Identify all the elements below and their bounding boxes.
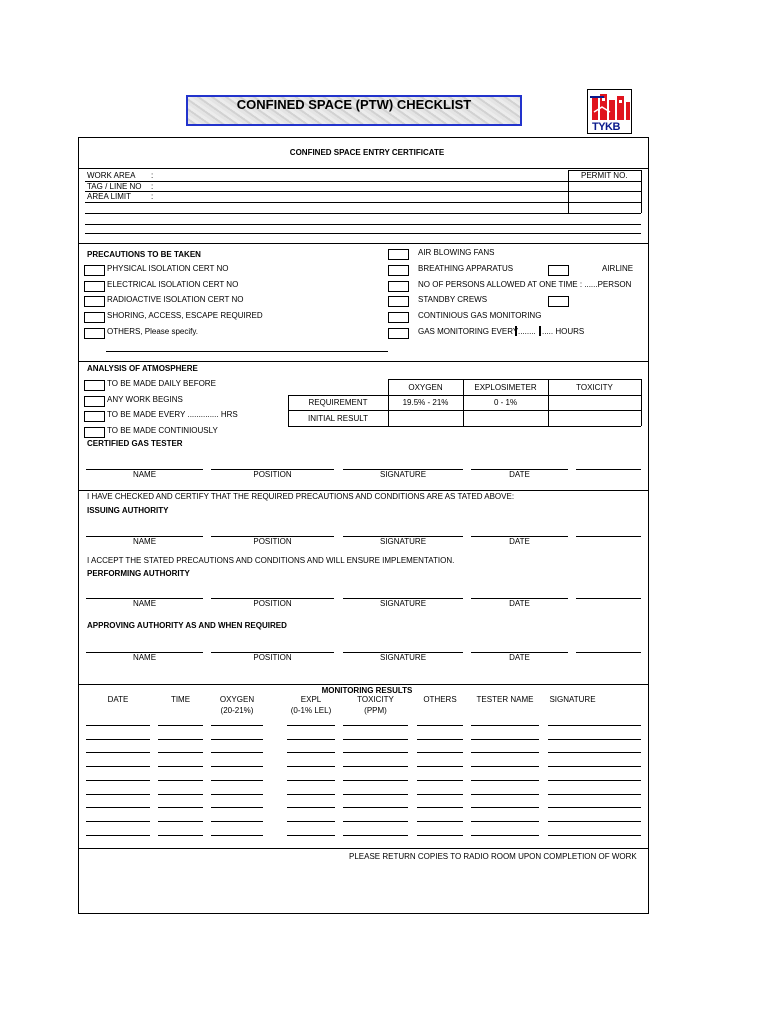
monitoring-cell-field[interactable] <box>158 739 203 740</box>
gas-monitoring-every-checkbox[interactable] <box>388 328 409 339</box>
title-banner <box>186 95 522 126</box>
monitoring-cell-field[interactable] <box>211 835 263 836</box>
colon: : <box>151 192 154 201</box>
monitoring-cell-field[interactable] <box>86 766 150 767</box>
monitoring-cell-field[interactable] <box>86 725 150 726</box>
divider <box>78 490 649 491</box>
monitoring-cell-field[interactable] <box>158 807 203 808</box>
monitoring-cell-field[interactable] <box>417 725 463 726</box>
monitoring-cell-field[interactable] <box>343 807 408 808</box>
issuing-authority-heading: ISSUING AUTHORITY <box>87 506 169 515</box>
monitoring-cell-field[interactable] <box>211 807 263 808</box>
standby-crews-checkbox[interactable] <box>388 296 409 307</box>
monitoring-cell-field[interactable] <box>211 794 263 795</box>
monitoring-cell-field[interactable] <box>211 739 263 740</box>
precautions-heading: PRECAUTIONS TO BE TAKEN <box>87 250 201 259</box>
signature-label: POSITION <box>253 653 292 662</box>
monitoring-cell-field[interactable] <box>287 752 335 753</box>
precaution-label: STANDBY CREWS <box>418 295 488 304</box>
signature-label: POSITION <box>253 470 292 479</box>
col-others: OTHERS <box>423 695 457 704</box>
atmosphere-option: TO BE MADE DAILY BEFORE <box>107 379 216 388</box>
monitoring-cell-field[interactable] <box>471 766 539 767</box>
divider <box>78 684 649 685</box>
gas-monitoring-label: GAS MONITORING EVERY <box>418 327 519 336</box>
monitoring-cell-field[interactable] <box>471 739 539 740</box>
signature-label: NAME <box>132 470 157 479</box>
tag-line-field[interactable] <box>85 191 641 192</box>
precaution-label: NO OF PERSONS ALLOWED AT ONE TIME : ......PERSON <box>418 280 632 289</box>
signature-label: NAME <box>132 599 157 608</box>
signature-label: DATE <box>509 653 530 662</box>
signature-line-field[interactable] <box>576 469 641 470</box>
col-expl-range: (0-1% LEL) <box>290 706 332 715</box>
monitoring-cell-field[interactable] <box>211 821 263 822</box>
monitoring-cell-field[interactable] <box>471 794 539 795</box>
approving-authority-heading: APPROVING AUTHORITY AS AND WHEN REQUIRED <box>87 621 287 630</box>
signature-label: POSITION <box>253 537 292 546</box>
gas-monitoring-marker <box>539 326 541 336</box>
monitoring-cell-field[interactable] <box>287 821 335 822</box>
col-signature: SIGNATURE <box>549 695 596 704</box>
monitoring-heading: MONITORING RESULTS <box>321 686 413 695</box>
monitoring-cell-field[interactable] <box>211 752 263 753</box>
monitoring-cell-field[interactable] <box>86 752 150 753</box>
precaution-label: RADIOACTIVE ISOLATION CERT NO <box>107 295 244 304</box>
col-date: DATE <box>107 695 129 704</box>
page-title: CONFINED SPACE (PTW) CHECKLIST <box>236 97 472 112</box>
others-checkbox[interactable] <box>84 328 105 339</box>
monitoring-cell-field[interactable] <box>158 821 203 822</box>
area-limit-label: AREA LIMIT <box>87 192 132 201</box>
monitoring-cell-field[interactable] <box>211 725 263 726</box>
monitoring-cell-field[interactable] <box>343 739 408 740</box>
col-toxicity: TOXICITY <box>357 695 394 704</box>
monitoring-cell-field[interactable] <box>548 766 641 767</box>
signature-label: SIGNATURE <box>379 470 427 479</box>
signature-label: DATE <box>509 470 530 479</box>
monitoring-cell-field[interactable] <box>287 725 335 726</box>
others-specify-field[interactable] <box>106 351 388 352</box>
company-logo <box>587 89 632 134</box>
monitoring-cell-field[interactable] <box>548 821 641 822</box>
monitoring-cell-field[interactable] <box>417 821 463 822</box>
signature-label: SIGNATURE <box>379 537 427 546</box>
monitoring-cell-field[interactable] <box>343 835 408 836</box>
certificate-heading: CONFINED SPACE ENTRY CERTIFICATE <box>289 148 445 157</box>
certify-statement: I HAVE CHECKED AND CERTIFY THAT THE REQUIRED PRECAUTIONS AND CONDITIONS ARE AS TATED ABOVE: <box>87 492 515 501</box>
form-line <box>85 213 641 214</box>
table-header-oxygen: OXYGEN <box>408 383 443 392</box>
atmosphere-option: ANY WORK BEGINS <box>107 395 183 404</box>
signature-label: DATE <box>509 537 530 546</box>
monitoring-cell-field[interactable] <box>86 821 150 822</box>
monitoring-cell-field[interactable] <box>548 835 641 836</box>
monitoring-cell-field[interactable] <box>86 739 150 740</box>
gas-monitoring-marker <box>515 326 517 336</box>
monitoring-cell-field[interactable] <box>86 794 150 795</box>
colon: : <box>151 182 154 191</box>
col-oxygen: OXYGEN <box>219 695 255 704</box>
signature-label: SIGNATURE <box>379 653 427 662</box>
performing-authority-heading: PERFORMING AUTHORITY <box>87 569 190 578</box>
atmosphere-option: TO BE MADE EVERY .............. HRS <box>107 410 238 419</box>
precaution-label: SHORING, ACCESS, ESCAPE REQUIRED <box>107 311 263 320</box>
monitoring-cell-field[interactable] <box>343 725 408 726</box>
continuous-gas-monitoring-checkbox[interactable] <box>388 312 409 323</box>
monitoring-cell-field[interactable] <box>287 780 335 781</box>
monitoring-cell-field[interactable] <box>86 835 150 836</box>
atmosphere-heading: ANALYSIS OF ATMOSPHERE <box>87 364 198 373</box>
monitoring-cell-field[interactable] <box>471 835 539 836</box>
signature-line-field[interactable] <box>576 536 641 537</box>
persons-allowed-checkbox[interactable] <box>388 281 409 292</box>
gas-tester-heading: CERTIFIED GAS TESTER <box>87 439 183 448</box>
tag-line-label: TAG / LINE NO <box>87 182 142 191</box>
precaution-label: PHYSICAL ISOLATION CERT NO <box>107 264 229 273</box>
return-note: PLEASE RETURN COPIES TO RADIO ROOM UPON COMPLETION OF WORK <box>349 852 637 861</box>
signature-label: NAME <box>132 653 157 662</box>
monitoring-cell-field[interactable] <box>417 739 463 740</box>
monitoring-cell-field[interactable] <box>471 725 539 726</box>
monitoring-cell-field[interactable] <box>287 739 335 740</box>
atmosphere-option: TO BE MADE CONTINIOUSLY <box>107 426 218 435</box>
work-area-field[interactable] <box>85 181 641 182</box>
col-expl: EXPL <box>300 695 322 704</box>
monitoring-cell-field[interactable] <box>86 780 150 781</box>
air-blowing-fans-checkbox[interactable] <box>388 249 409 260</box>
requirement-oxygen: 19.5% - 21% <box>402 398 449 407</box>
monitoring-cell-field[interactable] <box>211 766 263 767</box>
precaution-label: AIR BLOWING FANS <box>418 248 495 257</box>
monitoring-cell-field[interactable] <box>471 780 539 781</box>
divider <box>78 168 649 169</box>
signature-label: NAME <box>132 537 157 546</box>
continuously-checkbox[interactable] <box>84 427 105 438</box>
monitoring-cell-field[interactable] <box>471 752 539 753</box>
gas-monitoring-dots: ........ <box>518 327 536 336</box>
divider <box>78 848 649 849</box>
daily-before-checkbox[interactable] <box>84 380 105 391</box>
monitoring-cell-field[interactable] <box>417 766 463 767</box>
monitoring-cell-field[interactable] <box>158 766 203 767</box>
initial-result-fields[interactable] <box>389 411 641 425</box>
area-limit-field[interactable] <box>85 202 641 203</box>
accept-statement: I ACCEPT THE STATED PRECAUTIONS AND CONDITIONS AND WILL ENSURE IMPLEMENTATION. <box>87 556 455 565</box>
monitoring-cell-field[interactable] <box>471 807 539 808</box>
gas-monitoring-hours: ..... HOURS <box>542 327 585 336</box>
precaution-label: BREATHING APPARATUS <box>418 264 514 273</box>
col-toxicity-unit: (PPM) <box>364 706 387 715</box>
monitoring-cell-field[interactable] <box>548 725 641 726</box>
requirement-explosimeter: 0 - 1% <box>493 398 518 407</box>
electrical-isolation-checkbox[interactable] <box>84 281 105 292</box>
monitoring-cell-field[interactable] <box>417 835 463 836</box>
permit-no-label: PERMIT NO. <box>581 171 628 180</box>
permit-box-right <box>641 170 642 213</box>
monitoring-cell-field[interactable] <box>548 807 641 808</box>
work-area-label: WORK AREA <box>87 171 136 180</box>
monitoring-cell-field[interactable] <box>417 794 463 795</box>
permit-no-field[interactable] <box>568 170 641 171</box>
monitoring-cell-field[interactable] <box>86 807 150 808</box>
airline-checkbox[interactable] <box>548 265 569 276</box>
monitoring-cell-field[interactable] <box>287 766 335 767</box>
airline-label: AIRLINE <box>602 264 634 273</box>
monitoring-cell-field[interactable] <box>343 752 408 753</box>
monitoring-cell-field[interactable] <box>287 835 335 836</box>
form-line[interactable] <box>85 224 641 225</box>
divider <box>78 361 649 362</box>
monitoring-cell-field[interactable] <box>287 807 335 808</box>
col-tester-name: TESTER NAME <box>476 695 534 704</box>
monitoring-cell-field[interactable] <box>343 766 408 767</box>
monitoring-cell-field[interactable] <box>158 752 203 753</box>
signature-label: SIGNATURE <box>379 599 427 608</box>
monitoring-cell-field[interactable] <box>343 794 408 795</box>
radioactive-isolation-checkbox[interactable] <box>84 296 105 307</box>
monitoring-cell-field[interactable] <box>158 725 203 726</box>
precaution-label: ELECTRICAL ISOLATION CERT NO <box>107 280 239 289</box>
table-header-toxicity: TOXICITY <box>576 383 613 392</box>
monitoring-cell-field[interactable] <box>343 780 408 781</box>
signature-label: POSITION <box>253 599 292 608</box>
signature-label: DATE <box>509 599 530 608</box>
shoring-access-checkbox[interactable] <box>84 312 105 323</box>
monitoring-cell-field[interactable] <box>417 752 463 753</box>
standby-crews-count-checkbox[interactable] <box>548 296 569 307</box>
monitoring-cell-field[interactable] <box>158 780 203 781</box>
monitoring-cell-field[interactable] <box>343 821 408 822</box>
made-every-checkbox[interactable] <box>84 411 105 422</box>
monitoring-cell-field[interactable] <box>548 780 641 781</box>
precaution-label: OTHERS, Please specify. <box>107 327 198 336</box>
signature-line-field[interactable] <box>576 598 641 599</box>
monitoring-cell-field[interactable] <box>548 794 641 795</box>
monitoring-cell-field[interactable] <box>417 780 463 781</box>
any-work-begins-checkbox[interactable] <box>84 396 105 407</box>
logo-text: TYKB <box>592 121 620 133</box>
monitoring-cell-field[interactable] <box>471 821 539 822</box>
monitoring-cell-field[interactable] <box>211 780 263 781</box>
monitoring-cell-field[interactable] <box>548 739 641 740</box>
col-time: TIME <box>170 695 191 704</box>
requirement-label: REQUIREMENT <box>308 398 368 407</box>
permit-box-left <box>568 170 569 213</box>
initial-result-label: INITIAL RESULT <box>307 414 368 423</box>
form-line[interactable] <box>85 233 641 234</box>
breathing-apparatus-checkbox[interactable] <box>388 265 409 276</box>
monitoring-cell-field[interactable] <box>287 794 335 795</box>
colon: : <box>151 171 154 180</box>
monitoring-cell-field[interactable] <box>548 752 641 753</box>
monitoring-cell-field[interactable] <box>158 794 203 795</box>
monitoring-cell-field[interactable] <box>158 835 203 836</box>
signature-line-field[interactable] <box>576 652 641 653</box>
table-header-explosimeter: EXPLOSIMETER <box>474 383 537 392</box>
physical-isolation-checkbox[interactable] <box>84 265 105 276</box>
divider <box>78 243 649 244</box>
col-oxygen-range: (20-21%) <box>220 706 254 715</box>
monitoring-cell-field[interactable] <box>417 807 463 808</box>
precaution-label: CONTINIOUS GAS MONITORING <box>418 311 542 320</box>
